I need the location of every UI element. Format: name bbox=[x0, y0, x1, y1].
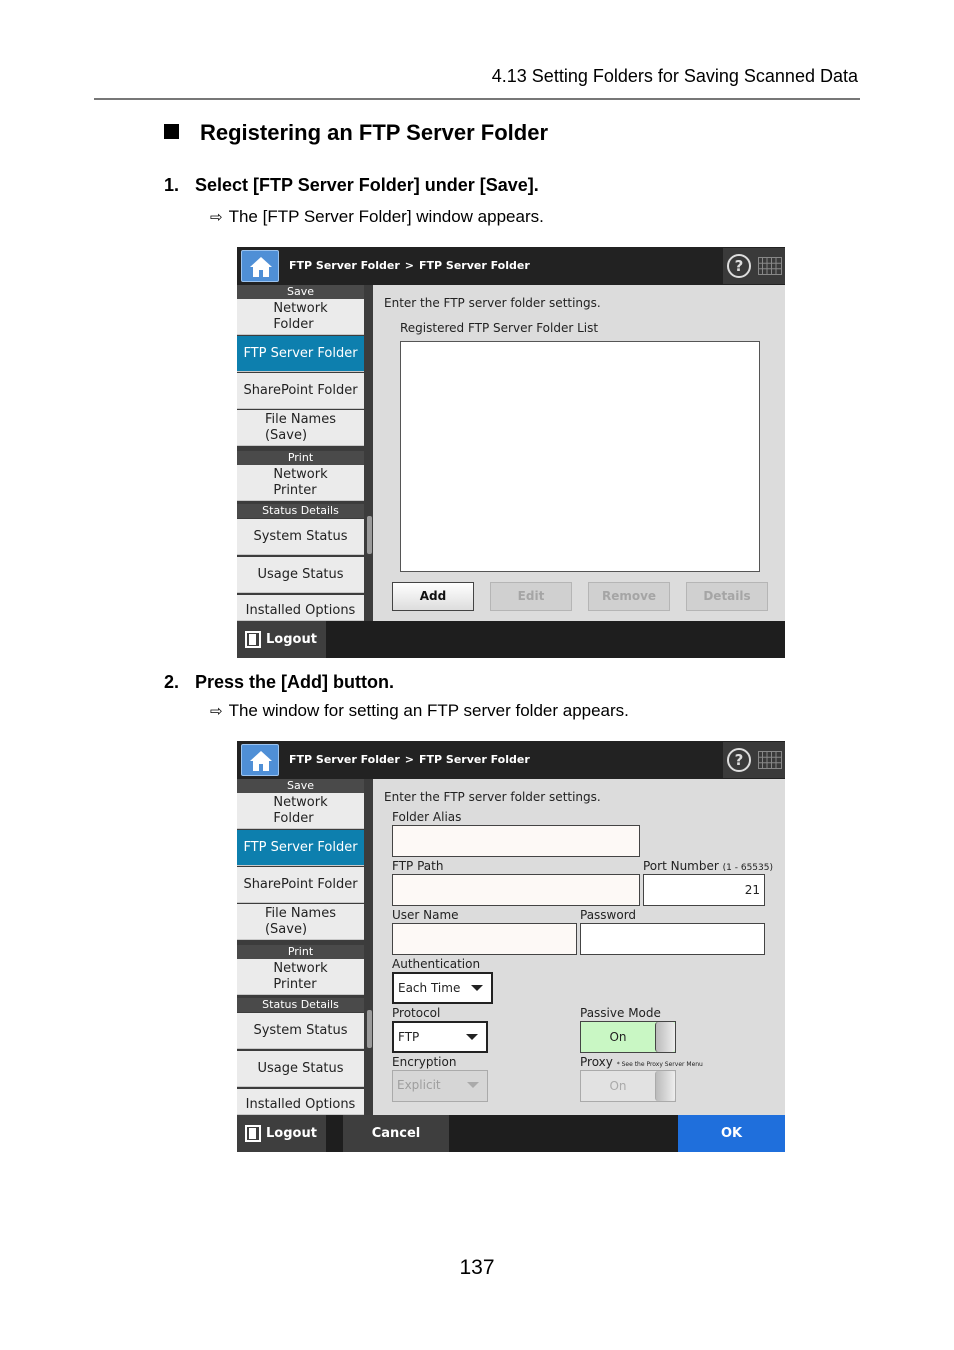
toggle-knob bbox=[655, 1022, 675, 1052]
ok-button[interactable]: OK bbox=[678, 1115, 785, 1152]
sidebar-item-ftp-server-folder[interactable]: FTP Server Folder bbox=[237, 830, 364, 866]
cancel-button[interactable]: Cancel bbox=[343, 1115, 449, 1152]
sidebar-item-system-status[interactable]: System Status bbox=[237, 1013, 364, 1049]
sidebar-item-file-names-save[interactable]: File Names (Save) bbox=[237, 904, 364, 940]
home-icon bbox=[249, 256, 273, 278]
main-panel bbox=[374, 285, 785, 621]
chevron-down-icon bbox=[467, 1082, 479, 1088]
port-number-input[interactable]: 21 bbox=[643, 874, 765, 906]
step-2-result bbox=[210, 701, 629, 721]
settings-prompt: Enter the FTP server folder settings. bbox=[384, 790, 601, 804]
step-2 bbox=[164, 672, 394, 693]
breadcrumb-separator: > bbox=[404, 259, 414, 272]
protocol-dropdown[interactable] bbox=[392, 1021, 488, 1053]
sidebar-item-sharepoint-folder[interactable]: SharePoint Folder bbox=[237, 867, 364, 903]
proxy-note: * See the Proxy Server Menu bbox=[616, 1061, 703, 1068]
details-button[interactable]: Details bbox=[686, 582, 768, 611]
edit-button[interactable]: Edit bbox=[490, 582, 572, 611]
proxy-value: On bbox=[609, 1079, 627, 1093]
section-title bbox=[164, 120, 548, 146]
folder-alias-label: Folder Alias bbox=[392, 810, 462, 824]
protocol-value: FTP bbox=[398, 1030, 420, 1044]
logout-icon bbox=[245, 1125, 261, 1142]
help-button[interactable] bbox=[723, 742, 755, 778]
sidebar-head-status-details: Status Details bbox=[237, 998, 364, 1012]
sidebar bbox=[237, 285, 373, 621]
header-rule bbox=[94, 98, 860, 100]
sidebar-scrollbar[interactable] bbox=[367, 1010, 372, 1048]
help-icon: ? bbox=[727, 254, 751, 278]
registered-list-label: Registered FTP Server Folder List bbox=[400, 321, 599, 335]
step-1-result-text: The [FTP Server Folder] window appears. bbox=[228, 207, 544, 226]
user-name-input[interactable] bbox=[392, 923, 577, 955]
sidebar-item-usage-status[interactable]: Usage Status bbox=[237, 1051, 364, 1087]
keyboard-icon bbox=[758, 257, 782, 275]
password-input[interactable] bbox=[580, 923, 765, 955]
sidebar-item-system-status[interactable]: System Status bbox=[237, 519, 364, 555]
password-label: Password bbox=[580, 908, 637, 922]
breadcrumb-separator: > bbox=[404, 753, 414, 766]
passive-mode-toggle[interactable] bbox=[580, 1021, 676, 1053]
logout-button[interactable] bbox=[237, 1115, 326, 1152]
help-icon: ? bbox=[727, 748, 751, 772]
encryption-value: Explicit bbox=[397, 1078, 441, 1092]
settings-prompt: Enter the FTP server folder settings. bbox=[384, 296, 601, 310]
logout-label: Logout bbox=[266, 632, 317, 647]
port-number-label bbox=[643, 859, 773, 873]
step-2-text: Press the [Add] button. bbox=[195, 672, 394, 692]
top-bar bbox=[237, 247, 785, 285]
result-arrow-icon: ⇨ bbox=[210, 703, 223, 720]
sidebar-item-file-names-save[interactable]: File Names (Save) bbox=[237, 410, 364, 446]
sidebar-item-network-folder[interactable]: Network Folder bbox=[237, 299, 364, 335]
remove-button[interactable]: Remove bbox=[588, 582, 670, 611]
sidebar-head-status-details: Status Details bbox=[237, 504, 364, 518]
step-1 bbox=[164, 175, 539, 196]
logout-label: Logout bbox=[266, 1126, 317, 1141]
help-button[interactable] bbox=[723, 248, 755, 284]
top-bar bbox=[237, 741, 785, 779]
sidebar-item-installed-options[interactable]: Installed Options bbox=[237, 595, 364, 621]
running-header: 4.13 Setting Folders for Saving Scanned Data bbox=[491, 66, 858, 86]
home-icon bbox=[249, 750, 273, 772]
sidebar-head-print: Print bbox=[237, 945, 364, 959]
bottom-bar bbox=[237, 1115, 785, 1152]
breadcrumb bbox=[289, 753, 530, 766]
sidebar-head-print: Print bbox=[237, 451, 364, 465]
breadcrumb bbox=[289, 259, 530, 272]
toggle-knob bbox=[655, 1071, 675, 1101]
sidebar-scrollbar[interactable] bbox=[367, 516, 372, 554]
protocol-label: Protocol bbox=[392, 1006, 441, 1020]
sidebar bbox=[237, 779, 373, 1115]
screenshot-ftp-folder-settings bbox=[237, 741, 785, 1152]
keyboard-button[interactable] bbox=[755, 742, 785, 778]
encryption-dropdown[interactable] bbox=[392, 1070, 488, 1102]
section-title-text: Registering an FTP Server Folder bbox=[200, 120, 549, 145]
bottom-bar bbox=[237, 621, 785, 658]
step-1-text: Select [FTP Server Folder] under [Save]. bbox=[195, 175, 539, 195]
step-2-result-text: The window for setting an FTP server folder appears. bbox=[228, 701, 629, 720]
page-number: 137 bbox=[459, 1256, 495, 1279]
screenshot-ftp-folder-list bbox=[237, 247, 785, 658]
encryption-label: Encryption bbox=[392, 1055, 457, 1069]
sidebar-item-ftp-server-folder[interactable]: FTP Server Folder bbox=[237, 336, 364, 372]
add-button[interactable]: Add bbox=[392, 582, 474, 611]
sidebar-head-save: Save bbox=[237, 285, 364, 299]
breadcrumb-part-1: FTP Server Folder bbox=[289, 259, 400, 272]
proxy-label bbox=[580, 1055, 703, 1069]
registered-ftp-folder-list[interactable] bbox=[400, 341, 760, 572]
sidebar-item-network-printer[interactable]: Network Printer bbox=[237, 959, 364, 995]
authentication-label: Authentication bbox=[392, 957, 481, 971]
step-1-number: 1. bbox=[164, 175, 180, 195]
breadcrumb-part-2: FTP Server Folder bbox=[418, 753, 530, 766]
ftp-path-label: FTP Path bbox=[392, 859, 444, 873]
sidebar-item-network-folder[interactable]: Network Folder bbox=[237, 793, 364, 829]
keyboard-icon bbox=[758, 751, 782, 769]
port-number-label-text: Port Number bbox=[643, 859, 719, 873]
chevron-down-icon bbox=[471, 985, 483, 991]
sidebar-item-usage-status[interactable]: Usage Status bbox=[237, 557, 364, 593]
logout-icon bbox=[245, 631, 261, 648]
sidebar-head-save: Save bbox=[237, 779, 364, 793]
authentication-value: Each Time bbox=[398, 981, 461, 995]
passive-mode-value: On bbox=[609, 1030, 627, 1044]
breadcrumb-part-1: FTP Server Folder bbox=[289, 753, 400, 766]
home-button[interactable] bbox=[241, 250, 279, 282]
user-name-label: User Name bbox=[392, 908, 459, 922]
proxy-label-text: Proxy bbox=[580, 1055, 613, 1069]
home-button[interactable] bbox=[241, 744, 279, 776]
passive-mode-label: Passive Mode bbox=[580, 1006, 661, 1020]
section-square-icon bbox=[164, 124, 179, 139]
keyboard-button[interactable] bbox=[755, 248, 785, 284]
port-range-text: (1 - 65535) bbox=[722, 863, 773, 873]
step-2-number: 2. bbox=[164, 672, 180, 692]
sidebar-item-network-printer[interactable]: Network Printer bbox=[237, 465, 364, 501]
chevron-down-icon bbox=[466, 1034, 478, 1040]
proxy-toggle[interactable] bbox=[580, 1070, 676, 1102]
ftp-path-input[interactable] bbox=[392, 874, 640, 906]
folder-alias-input[interactable] bbox=[392, 825, 640, 857]
result-arrow-icon: ⇨ bbox=[210, 209, 223, 226]
logout-button[interactable] bbox=[237, 621, 326, 658]
authentication-dropdown[interactable] bbox=[392, 972, 493, 1004]
breadcrumb-part-2: FTP Server Folder bbox=[418, 259, 530, 272]
main-panel bbox=[374, 779, 785, 1115]
sidebar-item-installed-options[interactable]: Installed Options bbox=[237, 1089, 364, 1115]
step-1-result bbox=[210, 207, 544, 227]
sidebar-item-sharepoint-folder[interactable]: SharePoint Folder bbox=[237, 373, 364, 409]
